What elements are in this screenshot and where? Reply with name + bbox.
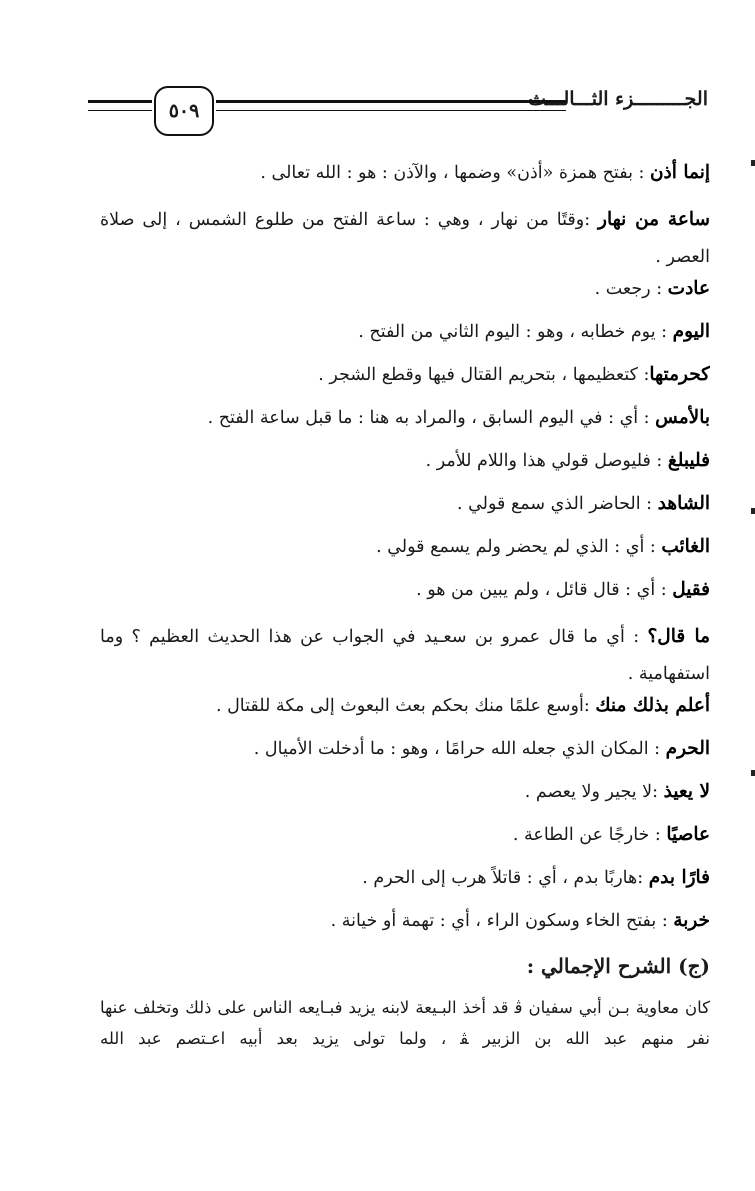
glossary-entry [100,777,710,820]
glossary-definition: :هاربًا بدم ، أي : قاتلاً هرب إلى الحرم . [362,868,649,888]
glossary-definition: :وقتًا من نهار ، وهي : ساعة الفتح من طلوع الشمس ، إلى صلاة العصر . [100,210,710,267]
section-heading: (ج) الشرح الإجمالي : [526,954,710,978]
header-rule-short [88,100,152,111]
glossary-entry [100,489,710,532]
glossary-definition: : أي ما قال عمرو بن سعـيد في الجواب عن هذا الحديث العظيم ؟ وما استفهامية . [100,627,710,684]
glossary-definition: : خارجًا عن الطاعة . [512,825,667,845]
glossary-term: عاصيًا [666,824,710,845]
running-title: الجـــــــــزء الثـــالـــث [528,88,708,110]
glossary-definition: : بفتح همزة «أذن» وضمها ، والآذن : هو : الله تعالى . [260,163,650,183]
glossary-term: اليوم [672,321,710,342]
glossary-entry [100,691,710,734]
glossary-entry [100,158,710,201]
glossary-entry [100,360,710,403]
glossary-entry [100,274,710,317]
glossary-term: ساعة من نهار [598,209,710,230]
glossary-definition: : فليوصل قولي هذا واللام للأمر . [425,451,668,471]
glossary-definition: : يوم خطابه ، وهو : اليوم الثاني من الفتح . [358,322,673,342]
glossary-entry [100,446,710,489]
page-number: ٥٠٩ [154,86,214,136]
glossary-entry [100,317,710,360]
glossary-term: الشاهد [657,493,710,514]
margin-mark [751,770,755,776]
margin-mark [751,160,755,166]
glossary-entry [100,575,710,618]
header-rule [216,100,566,111]
glossary-entry [100,403,710,446]
glossary-entry [100,820,710,863]
glossary-definition: : رجعت . [594,279,668,299]
glossary-term: فليبلغ [667,450,710,471]
glossary-entry [100,906,710,949]
glossary-entry [100,618,710,691]
glossary-entry [100,863,710,906]
page-header [88,84,708,140]
glossary-definition: : المكان الذي جعله الله حرامًا ، وهو : ما أدخلت الأميال . [253,739,666,759]
glossary-term: بالأمس [655,407,710,428]
glossary-term: خربة [673,910,710,931]
glossary-definition: : بفتح الخاء وسكون الراء ، أي : تهمة أو خيانة . [330,911,674,931]
glossary-term: كحرمتها [649,364,710,385]
glossary-term: أعلم بذلك منك [595,695,710,716]
glossary-definition: :لا يجير ولا يعصم . [524,782,664,802]
glossary-entry [100,532,710,575]
margin-mark [751,508,755,514]
glossary-term: الغائب [661,536,710,557]
glossary-definition: : الحاضر الذي سمع قولي . [456,494,658,514]
glossary-term: فارًا بدم [648,867,710,888]
glossary-entry [100,734,710,777]
glossary-term: ما قال؟ [647,626,710,647]
glossary-entry [100,201,710,274]
glossary-term: فقيل [672,579,710,600]
glossary-definition: : أي : في اليوم السابق ، والمراد به هنا : ما قبل ساعة الفتح . [207,408,656,428]
page-content [100,158,710,1054]
glossary-term: عادت [667,278,710,299]
glossary-definition: :أوسع علمًا منك بحكم بعث البعوث إلى مكة للقتال . [215,696,596,716]
glossary-term: الحرم [665,738,710,759]
summary-paragraph: كان معاوية بـن أبي سفيان ﭬ قد أخذ البـيعة لابنه يزيد فبـايعه الناس على ذلك وتخلف عنها نفر منهم عبد الله بن الزبير ﭭ ، ولما تولى يزيد بعد أبيه اعـتصم عبد الله [100,998,710,1048]
glossary-definition: : أي : قال قائل ، ولم يبين من هو . [416,580,673,600]
glossary-term: لا يعيذ [663,781,710,802]
glossary-definition: : أي : الذي لم يحضر ولم يسمع قولي . [376,537,662,557]
glossary-term: إنما أذن [649,162,710,183]
glossary-definition: : كتعظيمها ، بتحريم القتال فيها وقطع الشجر . [318,365,650,385]
